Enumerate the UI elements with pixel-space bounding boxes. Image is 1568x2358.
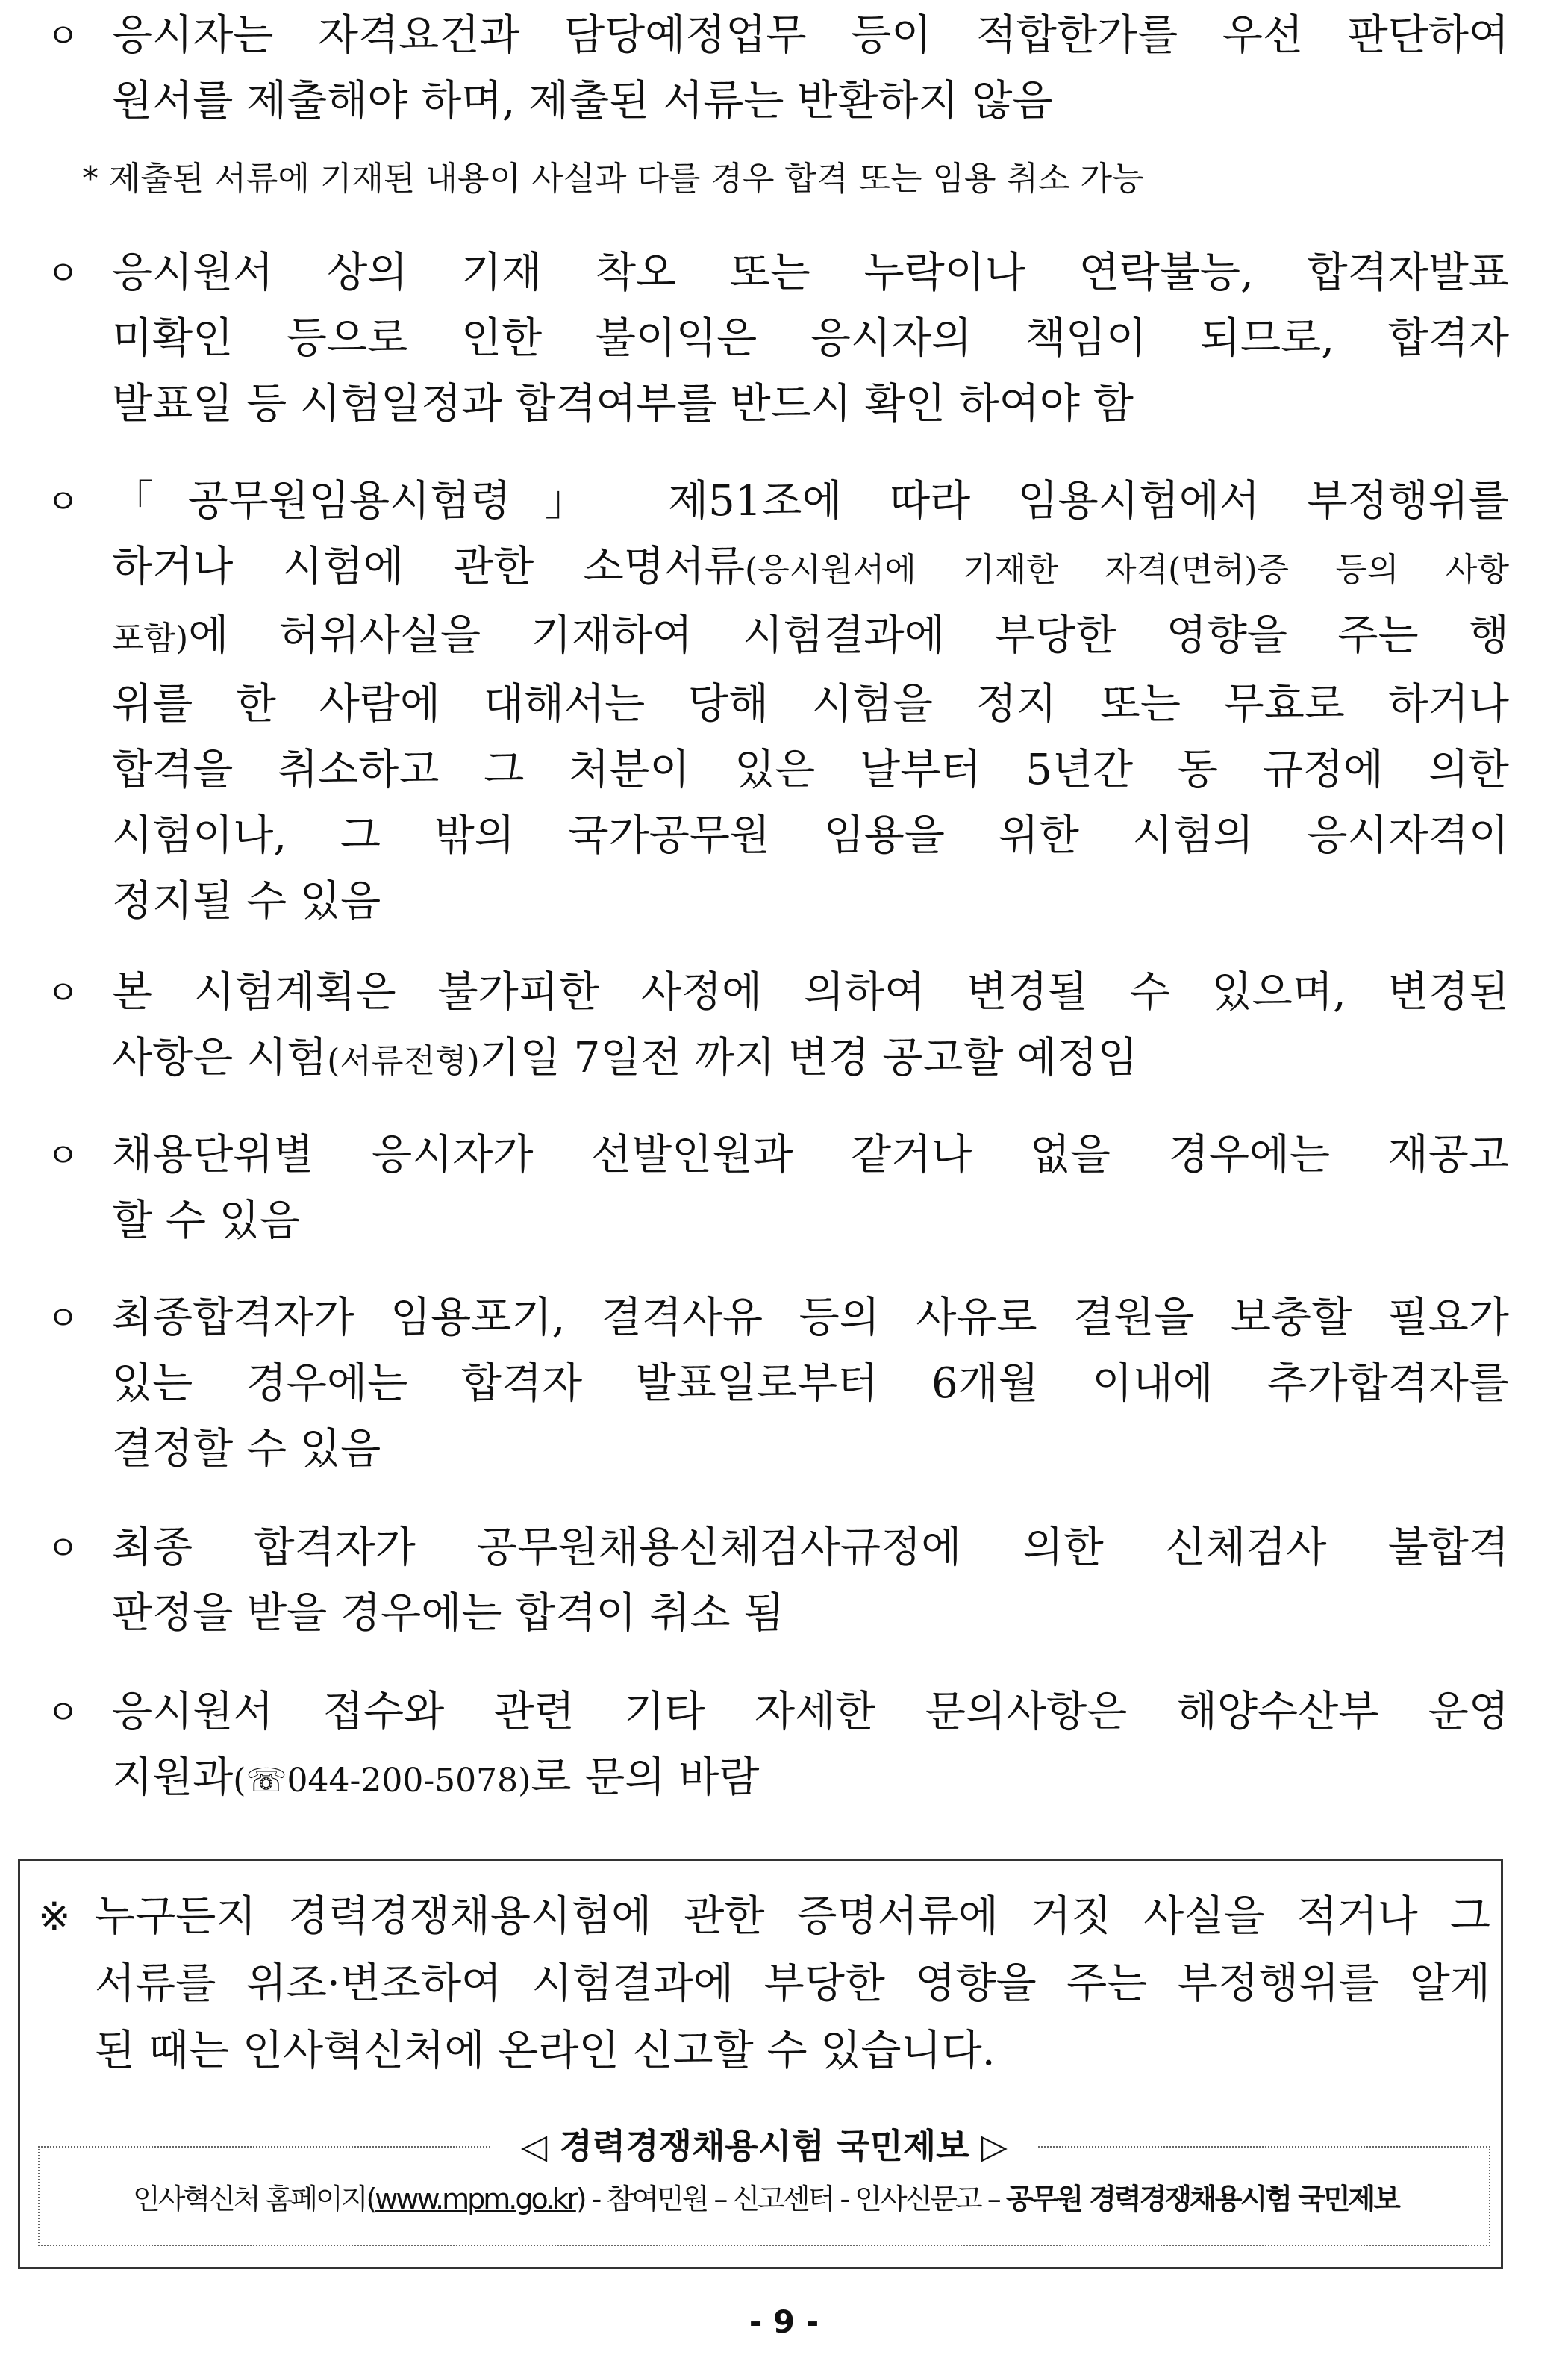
text-line: 합격을 취소하고 그 처분이 있은 날부터 5년간 동 규정에 의한 [112, 746, 1509, 794]
page-number: - 9 - [749, 2304, 819, 2340]
bullet-marker: ㅇ [46, 1298, 80, 1338]
text-line: 응시원서 접수와 관련 기타 자세한 문의사항은 해양수산부 운영 [112, 1688, 1509, 1736]
text-line: 본 시험계획은 불가피한 사정에 의하여 변경될 수 있으며, 변경된 [112, 968, 1509, 1017]
text-line: 원서를 제출해야 하며, 제출된 서류는 반환하지 않음 [112, 77, 1053, 125]
path-prefix: 인사혁신처 홈페이지( [133, 2183, 375, 2215]
text-line [46, 1026, 1509, 1094]
notice-item-additional-passers [46, 1285, 1509, 1482]
text-line: 응시자는 자격요건과 담당예정업무 등이 적합한가를 우선 판단하여 [112, 11, 1509, 60]
report-path [40, 2176, 1492, 2217]
notice-item-re-announcement [46, 1123, 1509, 1254]
report-title: ◁ 경력경쟁채용시험 국민제보 ▷ [491, 2122, 1037, 2170]
text-segment-small: 포함) [112, 620, 189, 658]
text-line [46, 534, 1509, 603]
phone-number: (☏044-200-5078) [233, 1762, 531, 1800]
text-line [46, 1745, 1509, 1814]
reference-mark: ※ [38, 1894, 71, 1939]
text-segment: 하거나 시험에 관한 소명서류 [112, 543, 746, 591]
notice-item-physical-exam [46, 1515, 1509, 1647]
bullet-marker: ㅇ [46, 1692, 80, 1732]
text-line: 최종합격자가 임용포기, 결격사유 등의 사유로 결원을 보충할 필요가 [112, 1294, 1509, 1342]
text-line [46, 603, 1509, 672]
text-line: 있는 경우에는 합격자 발표일로부터 6개월 이내에 추가합격자를 [112, 1359, 1509, 1408]
text-line: 된 때는 인사혁신처에 온라인 신고할 수 있습니다. [95, 2027, 996, 2075]
text-line: 발표일 등 시험일정과 합격여부를 반드시 확인 하여야 함 [112, 380, 1134, 428]
text-line: 판정을 받을 경우에는 합격이 취소 됨 [112, 1589, 784, 1638]
text-line: 정지될 수 있음 [112, 877, 381, 926]
path-middle: ) - 참여민원 – 신고센터 - 인사신문고 – [575, 2183, 1006, 2215]
text-segment-small: (응시원서에 기재한 자격(면허)증 등의 사항 [745, 551, 1509, 589]
notice-item-applicant-responsibility [46, 240, 1509, 437]
text-line: 최종 합격자가 공무원채용신체검사규정에 의한 신체검사 불합격 [112, 1523, 1509, 1572]
text-segment: 기일 7일전 까지 변경 공고할 예정임 [479, 1034, 1138, 1082]
text-line: 위를 한 사람에 대해서는 당해 시험을 정지 또는 무효로 하거나 [112, 680, 1509, 729]
report-path-box [38, 2146, 1490, 2246]
text-line: 응시원서 상의 기재 착오 또는 누락이나 연락불능, 합격자발표 [112, 249, 1509, 297]
text-line: 결정할 수 있음 [112, 1425, 381, 1473]
text-line: 채용단위별 응시자가 선발인원과 같거나 없을 경우에는 재공고 [112, 1131, 1509, 1179]
notice-item-inquiries [46, 1679, 1509, 1814]
footnote-false-documents: * 제출된 서류에 기재된 내용이 사실과 다를 경우 합격 또는 임용 취소 가능 [82, 160, 1144, 198]
text-segment: 에 허위사실을 기재하여 시험결과에 부당한 영향을 주는 행 [188, 611, 1509, 660]
bullet-marker: ㅇ [46, 1528, 80, 1568]
text-segment-small: (서류전형) [327, 1042, 480, 1080]
text-line: 「공무원임용시험령」 제51조에 따라 임용시험에서 부정행위를 [112, 477, 1509, 525]
bullet-marker: ㅇ [46, 481, 80, 522]
text-line: 누구든지 경력경쟁채용시험에 관한 증명서류에 거짓 사실을 적거나 그 [95, 1892, 1490, 1941]
notice-item-application-eligibility [46, 3, 1509, 134]
text-line: 할 수 있음 [112, 1197, 300, 1245]
text-line: 시험이나, 그 밖의 국가공무원 임용을 위한 시험의 응시자격이 [112, 811, 1509, 860]
notice-item-plan-change [46, 960, 1509, 1094]
text-line: 서류를 위조·변조하여 시험결과에 부당한 영향을 주는 부정행위를 알게 [95, 1959, 1490, 2008]
report-notice-text [38, 1883, 1490, 2085]
bullet-marker: ㅇ [46, 973, 80, 1013]
path-final-menu: 공무원 경력경쟁채용시험 국민제보 [1005, 2183, 1399, 2215]
text-segment: 사항은 시험 [112, 1034, 328, 1082]
text-segment: 지원과 [112, 1753, 234, 1802]
bullet-marker: ㅇ [46, 16, 80, 56]
text-segment: 로 문의 바람 [531, 1753, 760, 1802]
bullet-marker: ㅇ [46, 253, 80, 293]
report-notice-box [18, 1859, 1503, 2269]
notice-item-misconduct-penalty [46, 469, 1509, 935]
website-link[interactable]: www.mpm.go.kr [375, 2183, 576, 2215]
text-line: 미확인 등으로 인한 불이익은 응시자의 책임이 되므로, 합격자 [112, 314, 1509, 363]
bullet-marker: ㅇ [46, 1135, 80, 1176]
